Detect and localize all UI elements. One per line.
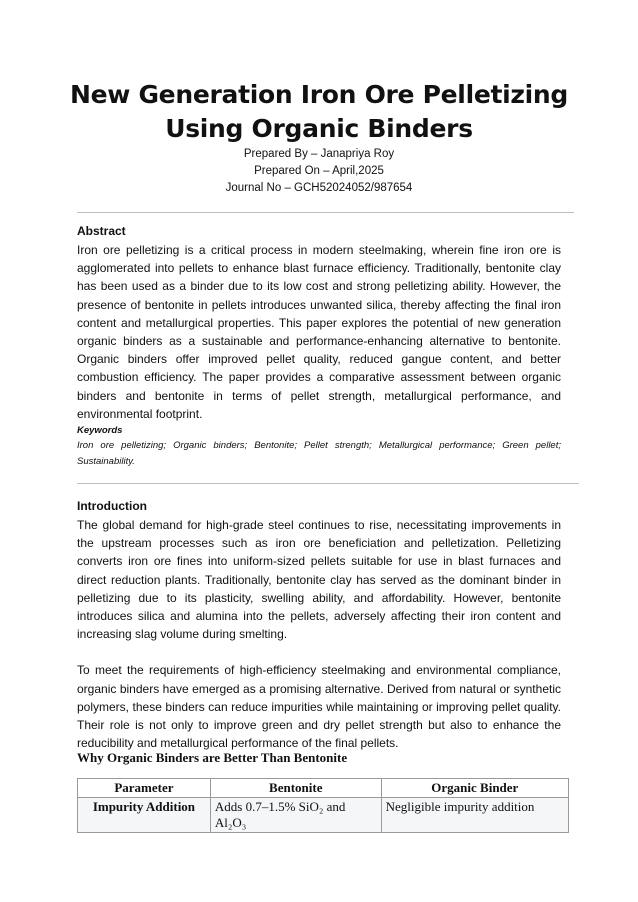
- keywords-heading: Keywords: [77, 425, 123, 436]
- journal-number: Journal No – GCH52024052/987654: [225, 182, 413, 194]
- divider-top: [77, 212, 574, 213]
- header-bentonite: Bentonite: [210, 779, 381, 798]
- abstract-text: Iron ore pelletizing is a critical process in modern steelmaking, wherein fine iron ore is agglomerated into pellets to enhance blast furnace efficiency. Traditionally, bentonite clay has been used as a binder due to its low cost and strong pelletizing ability. However, the presence of bentonite in pellets introduces unwanted silica, thereby affecting the final iron content and metallurgical properties. This paper explores the potential of new generation organic binders as a sustainable and performance-enhancing alternative to bentonite. Organic binders offer improved pellet quality, reduced gangue content, and better combustion efficiency. The paper provides a comparative assessment between organic binders and bentonite in terms of pellet strength, metallurgical performance, and environmental footprint.: [77, 243, 561, 421]
- prepared-by: Prepared By – Janapriya Roy: [243, 148, 395, 160]
- table-row: [78, 798, 569, 833]
- row-parameter: Impurity Addition: [78, 798, 211, 833]
- row-organic-binder: Negligible impurity addition: [381, 798, 568, 833]
- paper-title: New Generation Iron Ore Pelletizing Using Organic Binders: [69, 80, 569, 143]
- table-header-row: [78, 779, 569, 798]
- introduction-paragraph-2: To meet the requirements of high-efficiency steelmaking and environmental compliance, organic binders have emerged as a promising alternative. Derived from natural or synthetic polymers, these binders can reduce impurities while maintaining or improving pellet quality. Their role is not only to improve green and dry pellet strength but also to enhance the reducibility and metallurgical performance of the final pellets.: [77, 663, 561, 751]
- prepared-on: Prepared On – April,2025: [254, 165, 384, 177]
- header-parameter: Parameter: [78, 779, 211, 798]
- introduction-heading: Introduction: [77, 499, 147, 513]
- comparison-table: [77, 778, 569, 833]
- paper-meta: [60, 146, 578, 197]
- abstract-heading: Abstract: [77, 224, 126, 238]
- keywords-text: Iron ore pelletizing; Organic binders; Bentonite; Pellet strength; Metallurgical performance; Green pellet; Sustainability.: [77, 440, 561, 467]
- comparison-title: Why Organic Binders are Better Than Bentonite: [77, 750, 348, 765]
- abstract-section: [77, 223, 561, 423]
- row-bentonite: Adds 0.7–1.5% SiO₂ and Al₂O₃: [210, 798, 381, 833]
- header-organic-binder: Organic Binder: [381, 779, 568, 798]
- divider-bottom: [77, 483, 579, 484]
- introduction-section: [77, 498, 561, 752]
- keywords-section: [77, 424, 561, 470]
- introduction-paragraph-1: The global demand for high-grade steel continues to rise, necessitating improvements in the upstream processes such as iron ore beneficiation and pelletization. Pelletizing converts iron ore fines into uniform-sized pellets suitable for use in blast furnaces and direct reduction plants. Traditionally, bentonite clay has served as the dominant binder in pelletizing due to its plasticity, swelling ability, and affordability. However, bentonite introduces silica and alumina into the pellets, adversely affecting their iron content and increasing slag volume during smelting.: [77, 518, 561, 642]
